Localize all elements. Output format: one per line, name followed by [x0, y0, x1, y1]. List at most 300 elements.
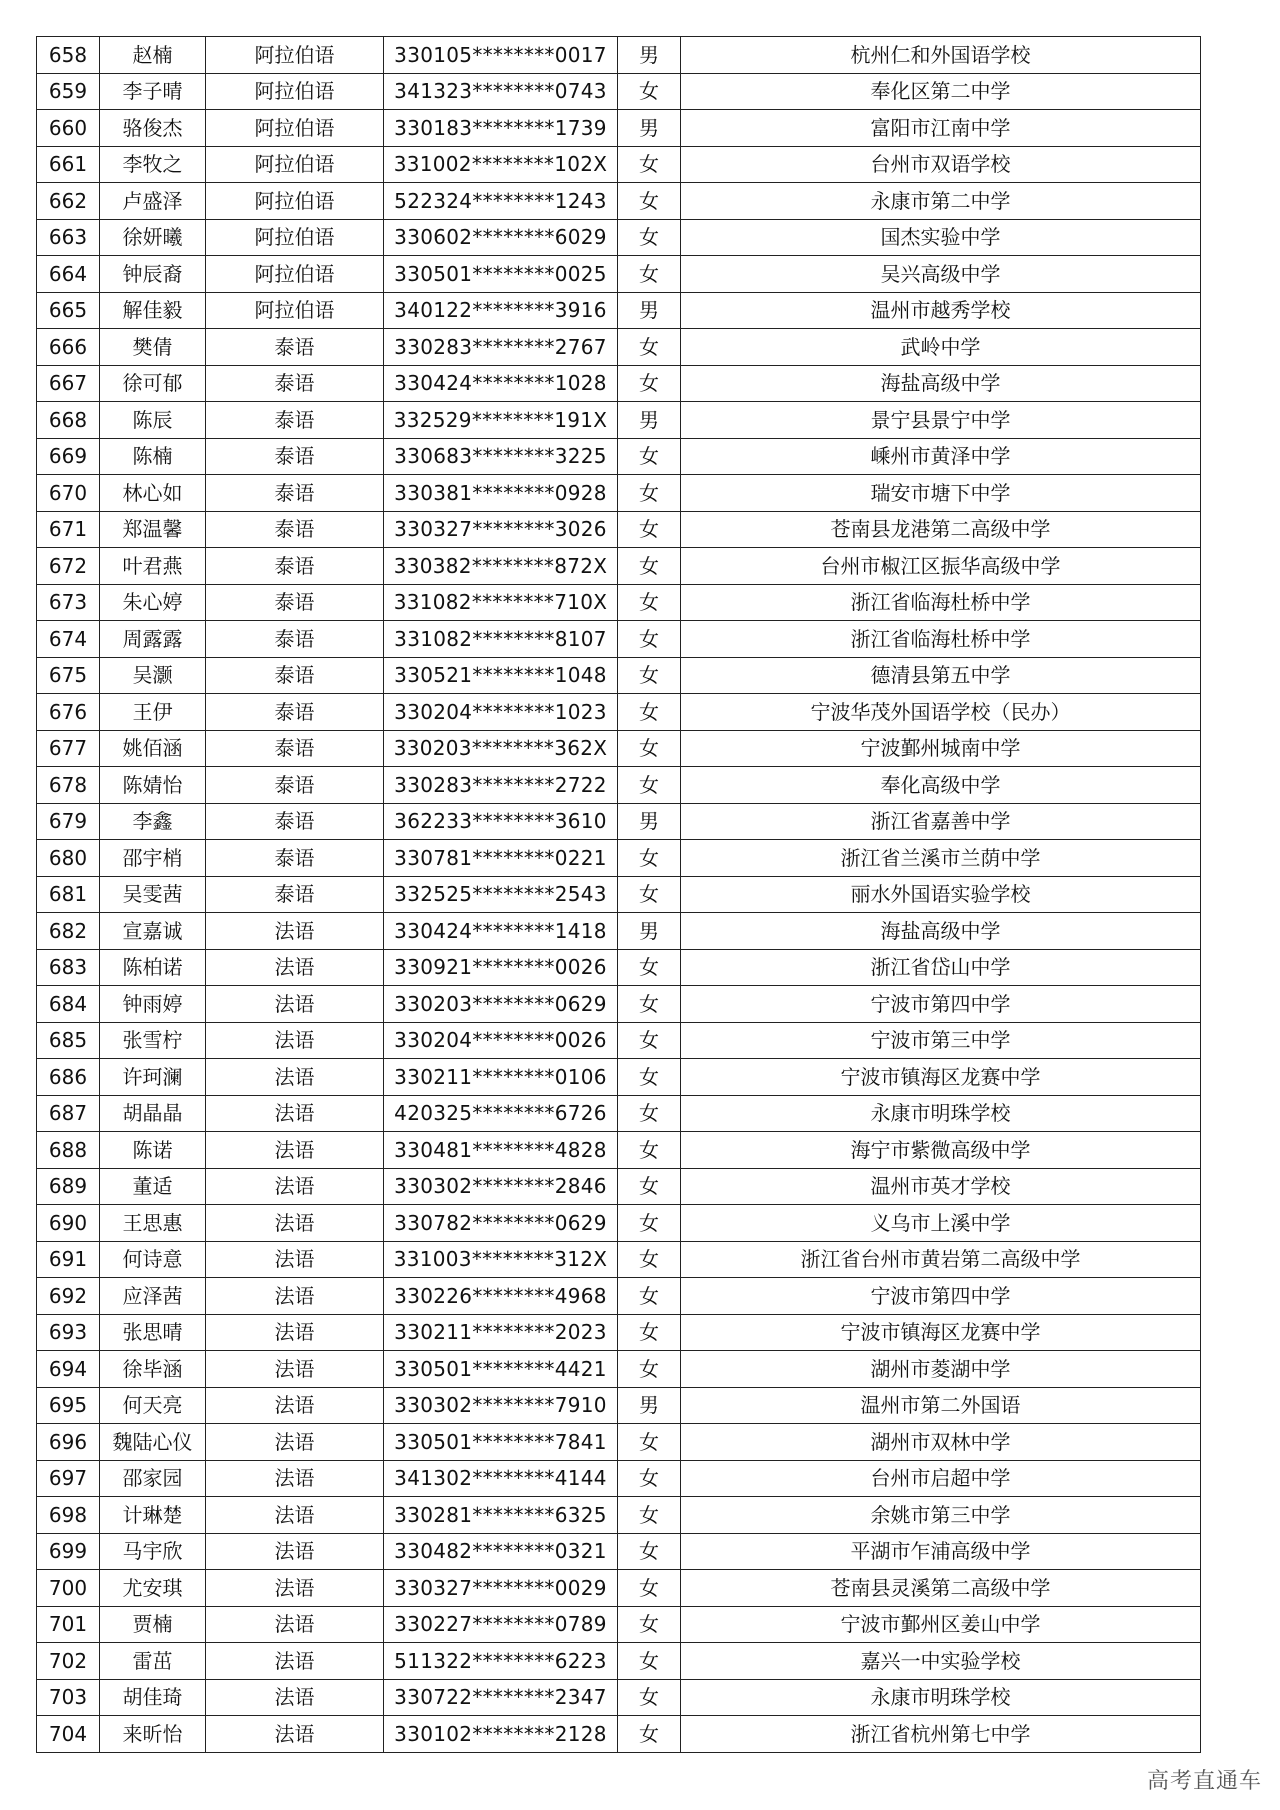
id-number: 330102********2128	[384, 1716, 618, 1753]
student-name: 钟辰裔	[100, 256, 206, 293]
id-number: 330424********1418	[384, 913, 618, 950]
language: 法语	[206, 949, 384, 986]
student-name: 吴灏	[100, 657, 206, 694]
id-number: 330211********2023	[384, 1314, 618, 1351]
table-row	[37, 256, 1201, 293]
language: 泰语	[206, 402, 384, 439]
table-row	[37, 292, 1201, 329]
language: 泰语	[206, 329, 384, 366]
gender: 女	[618, 1059, 681, 1096]
table-row	[37, 73, 1201, 110]
gender: 女	[618, 730, 681, 767]
school-name: 浙江省兰溪市兰荫中学	[681, 840, 1201, 877]
watermark: 高考直通车	[1146, 1769, 1262, 1794]
table-row	[37, 438, 1201, 475]
gender: 男	[618, 402, 681, 439]
id-number: 330105********0017	[384, 37, 618, 74]
id-number: 330482********0321	[384, 1533, 618, 1570]
gender: 女	[618, 986, 681, 1023]
table-row	[37, 1643, 1201, 1680]
language: 法语	[206, 1606, 384, 1643]
id-number: 331002********102X	[384, 146, 618, 183]
language: 泰语	[206, 584, 384, 621]
row-number: 696	[37, 1424, 100, 1461]
student-name: 宣嘉诚	[100, 913, 206, 950]
id-number: 330183********1739	[384, 110, 618, 147]
student-name: 李子晴	[100, 73, 206, 110]
school-name: 富阳市江南中学	[681, 110, 1201, 147]
gender: 女	[618, 584, 681, 621]
student-name: 张雪柠	[100, 1022, 206, 1059]
row-number: 692	[37, 1278, 100, 1315]
row-number: 672	[37, 548, 100, 585]
id-number: 330781********0221	[384, 840, 618, 877]
id-number: 330283********2767	[384, 329, 618, 366]
student-name: 魏陆心仪	[100, 1424, 206, 1461]
student-name: 陈辰	[100, 402, 206, 439]
language: 法语	[206, 1424, 384, 1461]
row-number: 670	[37, 475, 100, 512]
student-name: 骆俊杰	[100, 110, 206, 147]
school-name: 温州市英才学校	[681, 1168, 1201, 1205]
row-number: 662	[37, 183, 100, 220]
language: 泰语	[206, 876, 384, 913]
gender: 女	[618, 256, 681, 293]
roster-body	[37, 37, 1201, 1753]
row-number: 687	[37, 1095, 100, 1132]
gender: 男	[618, 110, 681, 147]
school-name: 瑞安市塘下中学	[681, 475, 1201, 512]
language: 法语	[206, 1679, 384, 1716]
id-number: 330683********3225	[384, 438, 618, 475]
row-number: 683	[37, 949, 100, 986]
id-number: 330302********7910	[384, 1387, 618, 1424]
id-number: 330521********1048	[384, 657, 618, 694]
school-name: 台州市启超中学	[681, 1460, 1201, 1497]
language: 法语	[206, 1351, 384, 1388]
gender: 女	[618, 1716, 681, 1753]
row-number: 698	[37, 1497, 100, 1534]
gender: 女	[618, 548, 681, 585]
gender: 女	[618, 1643, 681, 1680]
gender: 女	[618, 146, 681, 183]
school-name: 宁波市第四中学	[681, 1278, 1201, 1315]
gender: 女	[618, 511, 681, 548]
school-name: 浙江省杭州第七中学	[681, 1716, 1201, 1753]
student-name: 徐可郁	[100, 365, 206, 402]
row-number: 682	[37, 913, 100, 950]
gender: 女	[618, 1606, 681, 1643]
id-number: 330501********4421	[384, 1351, 618, 1388]
language: 法语	[206, 1497, 384, 1534]
language: 法语	[206, 1716, 384, 1753]
id-number: 330782********0629	[384, 1205, 618, 1242]
id-number: 332525********2543	[384, 876, 618, 913]
table-row	[37, 1460, 1201, 1497]
student-name: 陈楠	[100, 438, 206, 475]
gender: 男	[618, 913, 681, 950]
student-name: 李鑫	[100, 803, 206, 840]
gender: 女	[618, 475, 681, 512]
language: 法语	[206, 1059, 384, 1096]
student-name: 卢盛泽	[100, 183, 206, 220]
row-number: 691	[37, 1241, 100, 1278]
school-name: 国杰实验中学	[681, 219, 1201, 256]
school-name: 湖州市菱湖中学	[681, 1351, 1201, 1388]
school-name: 吴兴高级中学	[681, 256, 1201, 293]
id-number: 331082********710X	[384, 584, 618, 621]
row-number: 676	[37, 694, 100, 731]
id-number: 330381********0928	[384, 475, 618, 512]
school-name: 宁波市镇海区龙赛中学	[681, 1314, 1201, 1351]
gender: 女	[618, 840, 681, 877]
table-row	[37, 1095, 1201, 1132]
id-number: 330281********6325	[384, 1497, 618, 1534]
table-row	[37, 767, 1201, 804]
school-name: 嵊州市黄泽中学	[681, 438, 1201, 475]
row-number: 671	[37, 511, 100, 548]
table-row	[37, 584, 1201, 621]
school-name: 温州市越秀学校	[681, 292, 1201, 329]
student-name: 徐妍曦	[100, 219, 206, 256]
id-number: 522324********1243	[384, 183, 618, 220]
id-number: 331082********8107	[384, 621, 618, 658]
school-name: 永康市第二中学	[681, 183, 1201, 220]
table-row	[37, 219, 1201, 256]
table-row	[37, 913, 1201, 950]
language: 泰语	[206, 767, 384, 804]
student-name: 胡佳琦	[100, 1679, 206, 1716]
gender: 女	[618, 949, 681, 986]
student-name: 邵宇梢	[100, 840, 206, 877]
row-number: 699	[37, 1533, 100, 1570]
language: 法语	[206, 986, 384, 1023]
id-number: 330204********0026	[384, 1022, 618, 1059]
table-row	[37, 1679, 1201, 1716]
table-row	[37, 1716, 1201, 1753]
language: 阿拉伯语	[206, 110, 384, 147]
table-row	[37, 365, 1201, 402]
school-name: 平湖市乍浦高级中学	[681, 1533, 1201, 1570]
table-row	[37, 1132, 1201, 1169]
table-row	[37, 1241, 1201, 1278]
table-row	[37, 1351, 1201, 1388]
row-number: 689	[37, 1168, 100, 1205]
id-number: 330382********872X	[384, 548, 618, 585]
language: 泰语	[206, 548, 384, 585]
table-row	[37, 803, 1201, 840]
table-row	[37, 511, 1201, 548]
table-row	[37, 37, 1201, 74]
table-row	[37, 1022, 1201, 1059]
table-row	[37, 1497, 1201, 1534]
row-number: 704	[37, 1716, 100, 1753]
gender: 女	[618, 657, 681, 694]
school-name: 永康市明珠学校	[681, 1095, 1201, 1132]
gender: 女	[618, 1351, 681, 1388]
school-name: 宁波市鄞州区姜山中学	[681, 1606, 1201, 1643]
language: 泰语	[206, 694, 384, 731]
table-row	[37, 1570, 1201, 1607]
student-name: 陈婧怡	[100, 767, 206, 804]
school-name: 杭州仁和外国语学校	[681, 37, 1201, 74]
student-name: 应泽茜	[100, 1278, 206, 1315]
id-number: 330227********0789	[384, 1606, 618, 1643]
row-number: 677	[37, 730, 100, 767]
table-row	[37, 146, 1201, 183]
id-number: 330722********2347	[384, 1679, 618, 1716]
language: 阿拉伯语	[206, 219, 384, 256]
id-number: 330327********3026	[384, 511, 618, 548]
student-name: 钟雨婷	[100, 986, 206, 1023]
student-name: 贾楠	[100, 1606, 206, 1643]
table-row	[37, 1314, 1201, 1351]
gender: 女	[618, 1570, 681, 1607]
student-name: 雷茁	[100, 1643, 206, 1680]
student-name: 郑温馨	[100, 511, 206, 548]
language: 法语	[206, 913, 384, 950]
table-row	[37, 329, 1201, 366]
student-name: 陈诺	[100, 1132, 206, 1169]
student-name: 何诗意	[100, 1241, 206, 1278]
row-number: 701	[37, 1606, 100, 1643]
language: 法语	[206, 1132, 384, 1169]
language: 泰语	[206, 730, 384, 767]
gender: 女	[618, 621, 681, 658]
table-row	[37, 1387, 1201, 1424]
row-number: 693	[37, 1314, 100, 1351]
row-number: 661	[37, 146, 100, 183]
language: 阿拉伯语	[206, 73, 384, 110]
student-name: 赵楠	[100, 37, 206, 74]
gender: 女	[618, 438, 681, 475]
id-number: 331003********312X	[384, 1241, 618, 1278]
student-name: 林心如	[100, 475, 206, 512]
language: 泰语	[206, 840, 384, 877]
school-name: 湖州市双林中学	[681, 1424, 1201, 1461]
id-number: 330921********0026	[384, 949, 618, 986]
row-number: 685	[37, 1022, 100, 1059]
id-number: 330204********1023	[384, 694, 618, 731]
row-number: 690	[37, 1205, 100, 1242]
row-number: 686	[37, 1059, 100, 1096]
gender: 女	[618, 1168, 681, 1205]
school-name: 永康市明珠学校	[681, 1679, 1201, 1716]
id-number: 330424********1028	[384, 365, 618, 402]
row-number: 680	[37, 840, 100, 877]
row-number: 666	[37, 329, 100, 366]
gender: 女	[618, 1022, 681, 1059]
row-number: 658	[37, 37, 100, 74]
id-number: 362233********3610	[384, 803, 618, 840]
table-row	[37, 1533, 1201, 1570]
school-name: 浙江省临海杜桥中学	[681, 621, 1201, 658]
row-number: 668	[37, 402, 100, 439]
student-name: 张思晴	[100, 1314, 206, 1351]
language: 阿拉伯语	[206, 37, 384, 74]
school-name: 苍南县灵溪第二高级中学	[681, 1570, 1201, 1607]
gender: 女	[618, 1278, 681, 1315]
language: 泰语	[206, 365, 384, 402]
school-name: 海盐高级中学	[681, 913, 1201, 950]
id-number: 330327********0029	[384, 1570, 618, 1607]
student-name: 姚佰涵	[100, 730, 206, 767]
student-name: 邵家园	[100, 1460, 206, 1497]
language: 泰语	[206, 621, 384, 658]
table-row	[37, 548, 1201, 585]
row-number: 660	[37, 110, 100, 147]
id-number: 332529********191X	[384, 402, 618, 439]
table-row	[37, 840, 1201, 877]
table-row	[37, 1168, 1201, 1205]
language: 泰语	[206, 657, 384, 694]
table-row	[37, 986, 1201, 1023]
row-number: 665	[37, 292, 100, 329]
id-number: 330203********0629	[384, 986, 618, 1023]
student-name: 李牧之	[100, 146, 206, 183]
gender: 女	[618, 365, 681, 402]
language: 法语	[206, 1387, 384, 1424]
school-name: 奉化高级中学	[681, 767, 1201, 804]
gender: 女	[618, 694, 681, 731]
school-name: 海宁市紫微高级中学	[681, 1132, 1201, 1169]
row-number: 702	[37, 1643, 100, 1680]
id-number: 330226********4968	[384, 1278, 618, 1315]
language: 泰语	[206, 803, 384, 840]
gender: 女	[618, 1205, 681, 1242]
id-number: 511322********6223	[384, 1643, 618, 1680]
language: 法语	[206, 1533, 384, 1570]
school-name: 宁波市第四中学	[681, 986, 1201, 1023]
row-number: 700	[37, 1570, 100, 1607]
table-row	[37, 876, 1201, 913]
school-name: 武岭中学	[681, 329, 1201, 366]
table-row	[37, 1606, 1201, 1643]
gender: 女	[618, 329, 681, 366]
row-number: 678	[37, 767, 100, 804]
id-number: 340122********3916	[384, 292, 618, 329]
language: 泰语	[206, 475, 384, 512]
id-number: 330211********0106	[384, 1059, 618, 1096]
school-name: 浙江省台州市黄岩第二高级中学	[681, 1241, 1201, 1278]
language: 法语	[206, 1314, 384, 1351]
language: 法语	[206, 1205, 384, 1242]
student-name: 朱心婷	[100, 584, 206, 621]
id-number: 330283********2722	[384, 767, 618, 804]
language: 法语	[206, 1022, 384, 1059]
student-name: 王伊	[100, 694, 206, 731]
school-name: 景宁县景宁中学	[681, 402, 1201, 439]
student-name: 许珂澜	[100, 1059, 206, 1096]
language: 泰语	[206, 511, 384, 548]
id-number: 341323********0743	[384, 73, 618, 110]
school-name: 台州市椒江区振华高级中学	[681, 548, 1201, 585]
student-name: 吴雯茜	[100, 876, 206, 913]
gender: 女	[618, 1497, 681, 1534]
school-name: 浙江省临海杜桥中学	[681, 584, 1201, 621]
student-name: 何天亮	[100, 1387, 206, 1424]
school-name: 海盐高级中学	[681, 365, 1201, 402]
id-number: 330481********4828	[384, 1132, 618, 1169]
gender: 女	[618, 183, 681, 220]
school-name: 丽水外国语实验学校	[681, 876, 1201, 913]
gender: 女	[618, 219, 681, 256]
gender: 女	[618, 876, 681, 913]
student-name: 来昕怡	[100, 1716, 206, 1753]
table-row	[37, 694, 1201, 731]
school-name: 义乌市上溪中学	[681, 1205, 1201, 1242]
student-name: 胡晶晶	[100, 1095, 206, 1132]
language: 法语	[206, 1643, 384, 1680]
gender: 女	[618, 1460, 681, 1497]
school-name: 宁波华茂外国语学校（民办）	[681, 694, 1201, 731]
table-row	[37, 110, 1201, 147]
row-number: 663	[37, 219, 100, 256]
student-name: 马宇欣	[100, 1533, 206, 1570]
gender: 男	[618, 37, 681, 74]
school-name: 德清县第五中学	[681, 657, 1201, 694]
student-roster-table	[36, 36, 1201, 1753]
language: 阿拉伯语	[206, 183, 384, 220]
row-number: 681	[37, 876, 100, 913]
table-row	[37, 183, 1201, 220]
student-name: 王思惠	[100, 1205, 206, 1242]
language: 法语	[206, 1460, 384, 1497]
language: 法语	[206, 1570, 384, 1607]
row-number: 694	[37, 1351, 100, 1388]
student-name: 陈柏诺	[100, 949, 206, 986]
gender: 女	[618, 73, 681, 110]
id-number: 330203********362X	[384, 730, 618, 767]
gender: 女	[618, 1424, 681, 1461]
table-row	[37, 657, 1201, 694]
language: 法语	[206, 1168, 384, 1205]
school-name: 浙江省岱山中学	[681, 949, 1201, 986]
language: 法语	[206, 1241, 384, 1278]
row-number: 674	[37, 621, 100, 658]
school-name: 苍南县龙港第二高级中学	[681, 511, 1201, 548]
student-name: 樊倩	[100, 329, 206, 366]
school-name: 宁波市第三中学	[681, 1022, 1201, 1059]
gender: 男	[618, 1387, 681, 1424]
row-number: 684	[37, 986, 100, 1023]
id-number: 341302********4144	[384, 1460, 618, 1497]
table-row	[37, 1278, 1201, 1315]
row-number: 697	[37, 1460, 100, 1497]
gender: 女	[618, 1241, 681, 1278]
gender: 男	[618, 803, 681, 840]
school-name: 温州市第二外国语	[681, 1387, 1201, 1424]
school-name: 余姚市第三中学	[681, 1497, 1201, 1534]
student-name: 徐毕涵	[100, 1351, 206, 1388]
table-row	[37, 730, 1201, 767]
row-number: 675	[37, 657, 100, 694]
school-name: 浙江省嘉善中学	[681, 803, 1201, 840]
gender: 女	[618, 1132, 681, 1169]
row-number: 679	[37, 803, 100, 840]
row-number: 695	[37, 1387, 100, 1424]
table-row	[37, 949, 1201, 986]
row-number: 673	[37, 584, 100, 621]
id-number: 330501********7841	[384, 1424, 618, 1461]
language: 法语	[206, 1278, 384, 1315]
gender: 女	[618, 767, 681, 804]
student-name: 叶君燕	[100, 548, 206, 585]
gender: 女	[618, 1314, 681, 1351]
gender: 女	[618, 1679, 681, 1716]
id-number: 420325********6726	[384, 1095, 618, 1132]
language: 阿拉伯语	[206, 256, 384, 293]
